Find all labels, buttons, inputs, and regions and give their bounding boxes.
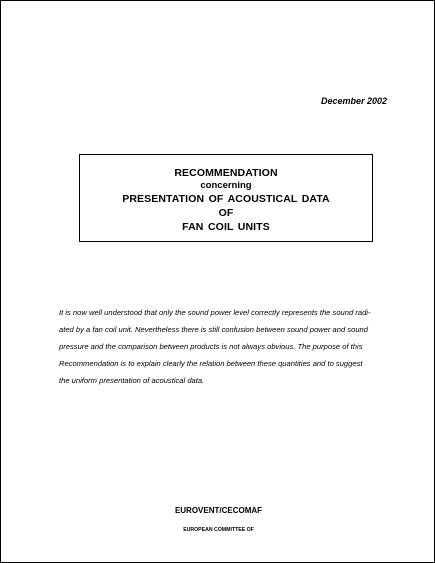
- abstract-line: pressure and the comparison between products is not always obvious. The purpose of this: [59, 342, 363, 351]
- organization-name: EUROVENT/CECOMAF: [174, 506, 263, 515]
- committee-name: EUROPEAN COMMITTEE OF: [183, 527, 254, 533]
- abstract-line: Recommendation is to explain clearly the relation between these quantities and to suggest: [59, 359, 363, 368]
- document-date: December 2002: [320, 96, 387, 106]
- title-concerning: concerning: [200, 180, 252, 191]
- abstract-line: the uniform presentation of acoustical data.: [59, 376, 205, 385]
- title-of: OF: [218, 207, 234, 219]
- abstract-line: It is now well understood that only the sound power level correctly represents the sound radi-: [59, 308, 371, 317]
- title-fan-coil-units: FAN COIL UNITS: [182, 221, 270, 233]
- abstract-paragraph: [59, 304, 389, 389]
- title-recommendation: RECOMMENDATION: [174, 167, 278, 179]
- abstract-line: ated by a fan coil unit. Nevertheless there is still confusion between sound power and sound: [59, 325, 369, 334]
- title-box: [79, 154, 373, 242]
- title-subject: PRESENTATION OF ACOUSTICAL DATA: [122, 193, 330, 205]
